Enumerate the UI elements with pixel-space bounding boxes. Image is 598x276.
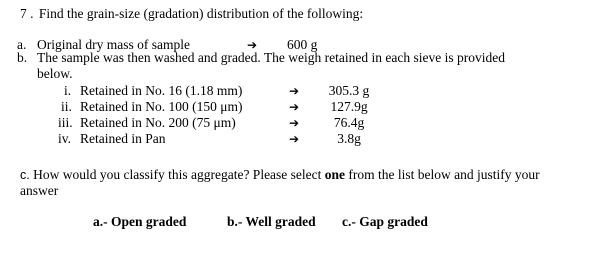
sieve-marker: iii. [58, 115, 73, 130]
item-b-marker: b. [17, 50, 28, 65]
item-c-emphasis: one [324, 167, 346, 182]
sieve-marker: iv. [58, 131, 71, 146]
sieve-value: 76.4g [333, 115, 365, 130]
sieve-label: Retained in No. 16 (1.18 mm) [80, 83, 243, 98]
sieve-value: 127.9g [330, 99, 368, 114]
item-c-text-before: How would you classify this aggregate? Please select [33, 167, 322, 182]
sieve-value: 3.8g [337, 131, 361, 146]
arrow-right-icon: ➔ [289, 100, 300, 114]
item-a-label: Original dry mass of sample [37, 37, 190, 52]
question-header [20, 6, 363, 22]
question-prompt: Find the grain-size (gradation) distribution of the following: [38, 6, 364, 21]
question-number-separator: . [26, 6, 34, 21]
sieve-marker: i. [64, 83, 72, 98]
arrow-right-icon: ➔ [289, 132, 300, 146]
sieve-marker: ii. [61, 99, 72, 114]
question-number: 7 [20, 6, 27, 21]
arrow-right-icon: ➔ [247, 38, 258, 52]
sieve-value: 305.3 g [328, 83, 370, 98]
sieve-label: Retained in No. 200 (75 μm) [80, 115, 236, 130]
item-a-marker: a. [17, 37, 27, 52]
item-b-line1: The sample was then washed and graded. The weigh retained in each sieve is provided [37, 50, 505, 65]
item-c-line2: answer [20, 183, 59, 198]
sieve-label: Retained in No. 100 (150 μm) [80, 99, 243, 114]
option-open-graded: a.- Open graded [93, 214, 187, 229]
item-c-text-after: from the list below and justify your [348, 167, 540, 182]
item-c-marker: c. [20, 168, 30, 182]
item-c-line1 [20, 167, 540, 183]
option-gap-graded: c.- Gap graded [342, 214, 428, 229]
item-a-value: 600 g [287, 37, 318, 52]
arrow-right-icon: ➔ [289, 84, 300, 98]
item-b-line2: below. [37, 66, 73, 81]
option-well-graded: b.- Well graded [227, 214, 316, 229]
arrow-right-icon: ➔ [289, 116, 300, 130]
sieve-label: Retained in Pan [80, 131, 166, 146]
